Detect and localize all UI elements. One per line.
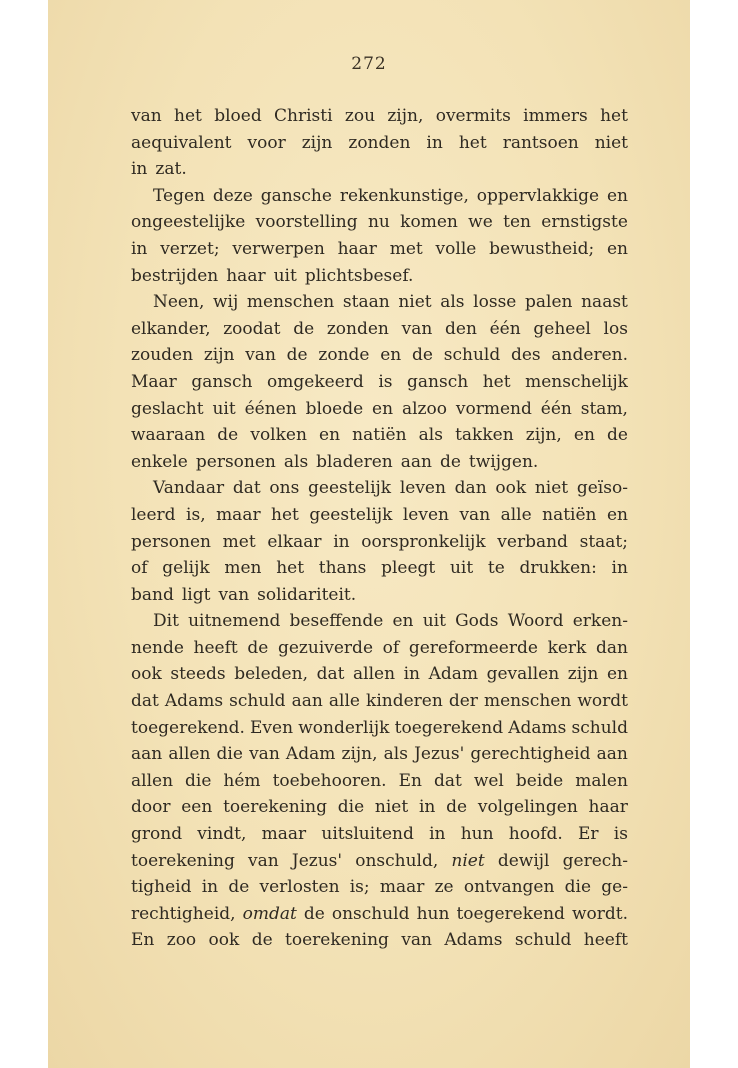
word: personen (195, 451, 276, 472)
word: menschen (483, 691, 572, 712)
word: zou (344, 106, 376, 126)
word: aan (596, 744, 628, 765)
word: het (458, 132, 487, 153)
word: solidariteit. (257, 584, 357, 605)
text-line (131, 396, 628, 423)
word: immers (523, 106, 588, 126)
word: nu (367, 212, 390, 233)
word: takken (455, 425, 514, 446)
word: het (482, 371, 511, 392)
word: gansch (407, 371, 469, 392)
word: omgekeerd (267, 371, 364, 392)
word: heeft (193, 637, 238, 658)
word: leven (402, 504, 449, 525)
word: zonden (348, 132, 411, 153)
word: kerk (547, 637, 587, 658)
word: kinderen (366, 691, 443, 712)
word: uitnemend (188, 611, 281, 632)
word: ze (434, 877, 454, 898)
word: niet (398, 292, 432, 313)
word: Maar (131, 371, 177, 392)
text-line (131, 236, 628, 263)
word: wordt (577, 691, 628, 712)
word: het (174, 106, 202, 126)
word: bewustheid; (489, 238, 595, 259)
word: zijn (301, 132, 333, 153)
word: de (251, 930, 273, 951)
body-text (131, 103, 628, 954)
word: van (245, 345, 276, 366)
word: zouden (131, 345, 194, 366)
word: geestelijk (309, 504, 393, 525)
word: van (248, 850, 279, 871)
word: wonderlijk (298, 717, 390, 738)
word: schuld (571, 717, 628, 738)
text-line (131, 608, 628, 635)
word: menschen (246, 292, 335, 313)
word: natiën (352, 425, 407, 446)
word: menschelijk (525, 371, 628, 392)
word: waaraan (131, 425, 206, 446)
word: zijn, (341, 744, 378, 765)
text-line (131, 422, 628, 449)
word: gerechtigheid (470, 744, 591, 765)
word: niet (534, 478, 569, 499)
word: Er (578, 824, 599, 845)
word: gansch (191, 371, 253, 392)
word: Vandaar (153, 478, 225, 499)
word: alle (328, 691, 360, 712)
word: des (510, 345, 541, 366)
word: in (418, 797, 436, 818)
word: gansche (260, 185, 332, 206)
word: haar (226, 265, 266, 286)
word: ook (495, 478, 527, 499)
word: enkele (131, 451, 188, 472)
word: door (131, 797, 171, 818)
word: volgelingen (477, 797, 578, 818)
word: schuld (514, 930, 572, 951)
text-line (131, 342, 628, 369)
word: allen (353, 664, 396, 685)
word: ons (269, 478, 300, 499)
word: de (412, 345, 433, 366)
word: malen (575, 770, 628, 791)
text-line (131, 768, 628, 795)
word: en (392, 611, 414, 632)
word: de (446, 797, 468, 818)
word: allen (131, 770, 174, 791)
word: bloede (305, 398, 364, 419)
word: leven (399, 478, 446, 499)
word: ontvangen (463, 877, 555, 898)
text-line (131, 130, 628, 157)
word: het (600, 106, 628, 126)
text-line (131, 927, 628, 954)
word: bloed (214, 106, 262, 126)
word: oppervlakkige (476, 185, 600, 206)
word: één (489, 318, 521, 339)
word: overmits (435, 106, 511, 126)
word: tigheid (131, 877, 192, 898)
word: onschuld, (355, 850, 439, 871)
word: plichtsbesef. (304, 265, 414, 286)
word: gerech- (562, 850, 628, 871)
word: als (440, 292, 465, 313)
word: het (276, 558, 305, 579)
word: bestrijden (131, 265, 219, 286)
word: gereformeerde (408, 637, 538, 658)
word: geheel (533, 318, 591, 339)
word: voorstelling (255, 212, 358, 233)
word: uit (422, 611, 446, 632)
word: verband (497, 531, 568, 552)
word: uit (273, 265, 297, 286)
word: vormend (455, 398, 532, 419)
word: uit (212, 398, 236, 419)
word: de (607, 425, 628, 446)
word: het (271, 504, 299, 525)
word: anderen. (551, 345, 628, 366)
text-line (131, 715, 628, 742)
text-line (131, 848, 628, 875)
word: één (540, 398, 572, 419)
word: band (131, 584, 174, 605)
word: zijn (567, 664, 599, 685)
word: rechtigheid, (131, 903, 236, 924)
word: die (185, 770, 212, 791)
word: in (131, 159, 148, 180)
word: die (216, 744, 243, 765)
word: volle (435, 238, 477, 259)
word: de (217, 425, 239, 446)
word: Dit (153, 611, 179, 632)
word: een (181, 797, 213, 818)
text-line (131, 209, 628, 236)
word: nende (131, 637, 184, 658)
word: de (293, 318, 315, 339)
word: aan (291, 691, 323, 712)
word: den (445, 318, 477, 339)
word: dat (131, 691, 159, 712)
word: uit (449, 558, 474, 579)
word: Jezus' (414, 744, 465, 765)
word: en (606, 504, 628, 525)
text-line (131, 794, 628, 821)
word: haar (337, 238, 377, 259)
text-line (131, 183, 628, 210)
word: Adam (428, 664, 478, 685)
word: men (224, 558, 262, 579)
word: hém (223, 770, 261, 791)
word: zonden (326, 318, 389, 339)
word: Even (250, 717, 294, 738)
word: geslacht (131, 398, 204, 419)
text-line (131, 821, 628, 848)
word: Tegen (153, 185, 205, 206)
word: dan (596, 637, 628, 658)
word: is (378, 371, 393, 392)
word: toerekening (131, 850, 235, 871)
word: allen (168, 744, 211, 765)
page-number: 272 (351, 54, 387, 74)
word: in (426, 132, 443, 153)
word: palen (525, 292, 573, 313)
word: zoo (166, 930, 197, 951)
word: in (131, 238, 148, 259)
word: niet (594, 132, 628, 153)
word: grond (131, 824, 183, 845)
word: in (429, 824, 446, 845)
word: Adams (508, 717, 567, 738)
word: van (218, 584, 250, 605)
word: natiën (542, 504, 597, 525)
word: de (439, 451, 461, 472)
word: gevallen (486, 664, 560, 685)
word: de (247, 637, 269, 658)
word: hoofd. (508, 824, 563, 845)
word: als (283, 451, 309, 472)
text-line (131, 901, 628, 928)
word: En (131, 930, 155, 951)
word: zijn, (387, 106, 424, 126)
word: toegerekend. (131, 717, 245, 738)
word: volken (250, 425, 307, 446)
word: En (398, 770, 422, 791)
word: of (382, 637, 400, 658)
word: schuld (443, 345, 501, 366)
word: is; (349, 877, 370, 898)
word: als (418, 425, 443, 446)
word: we (468, 212, 493, 233)
word: verwerpen (232, 238, 325, 259)
word: van (459, 504, 491, 525)
word: hun (416, 903, 450, 924)
word: van (401, 318, 433, 339)
word: dan (454, 478, 487, 499)
word: ge- (601, 877, 628, 898)
word: komen (400, 212, 458, 233)
word: dat (316, 664, 345, 685)
word: zijn, (525, 425, 562, 446)
word: dewijl (497, 850, 550, 871)
word: is (613, 824, 628, 845)
word: onschuld (331, 903, 410, 924)
word: heeft (583, 930, 628, 951)
word: toegerekend (394, 717, 504, 738)
word: en (380, 345, 402, 366)
word: elkander, (131, 318, 211, 339)
word: uitsluitend (321, 824, 414, 845)
word: staat; (579, 531, 628, 552)
word: toerekening (285, 930, 389, 951)
word: gelijk (162, 558, 210, 579)
word: geïso- (576, 478, 628, 499)
word: Gods (455, 611, 499, 632)
word: en (372, 398, 394, 419)
word: aan (400, 451, 432, 472)
word: zonde (318, 345, 370, 366)
word: die (564, 877, 592, 898)
word: vindt, (197, 824, 247, 845)
word: twijgen. (468, 451, 539, 472)
word: Adams (444, 930, 503, 951)
word: beleden, (234, 664, 308, 685)
word: en (319, 425, 341, 446)
word: erken- (572, 611, 628, 632)
word: Woord (507, 611, 564, 632)
word: verlosten (259, 877, 340, 898)
text-line (131, 156, 628, 183)
word: hun (460, 824, 494, 845)
word: met (389, 238, 423, 259)
word: wel (473, 770, 504, 791)
word: en (573, 425, 595, 446)
book-page (48, 0, 690, 1068)
word: Christi (274, 106, 333, 126)
word: zoodat (223, 318, 281, 339)
text-line (131, 502, 628, 529)
text-line (131, 316, 628, 343)
word: Adams (164, 691, 224, 712)
word: de (303, 903, 325, 924)
word: en (606, 664, 628, 685)
text-line (131, 688, 628, 715)
word: ernstigste (541, 212, 628, 233)
text-line (131, 661, 628, 688)
word: schuld (229, 691, 286, 712)
word: omdat (242, 903, 297, 924)
word: wordt. (571, 903, 628, 924)
text-line (131, 741, 628, 768)
word: steeds (170, 664, 226, 685)
text-line (131, 369, 628, 396)
word: alle (500, 504, 532, 525)
word: elkaar (267, 531, 322, 552)
word: losse (473, 292, 517, 313)
word: pleegt (381, 558, 436, 579)
word: met (222, 531, 256, 552)
word: in (333, 531, 350, 552)
word: of (131, 558, 148, 579)
text-line (131, 289, 628, 316)
word: Adam (285, 744, 336, 765)
word: verzet; (160, 238, 220, 259)
text-line (131, 582, 628, 609)
word: Neen, (153, 292, 205, 313)
word: leerd (131, 504, 176, 525)
word: haar (588, 797, 628, 818)
word: ten (503, 212, 531, 233)
word: maar (379, 877, 425, 898)
word: van (249, 744, 280, 765)
text-line (131, 475, 628, 502)
word: drukken: (519, 558, 597, 579)
word: personen (131, 531, 211, 552)
word: aan (131, 744, 163, 765)
text-line (131, 103, 628, 130)
text-line (131, 263, 628, 290)
word: niet (374, 797, 409, 818)
word: ligt (181, 584, 211, 605)
text-line (131, 449, 628, 476)
word: stam, (580, 398, 628, 419)
word: maar (261, 824, 307, 845)
word: zat. (155, 159, 187, 180)
word: van (401, 930, 433, 951)
word: geestelijk (308, 478, 392, 499)
text-line (131, 555, 628, 582)
text-line (131, 635, 628, 662)
word: toebehooren. (272, 770, 387, 791)
word: zijn (203, 345, 235, 366)
word: staan (342, 292, 390, 313)
word: naast (581, 292, 628, 313)
word: ook (131, 664, 162, 685)
text-line (131, 874, 628, 901)
word: in (403, 664, 420, 685)
word: der (448, 691, 478, 712)
word: ongeestelijke (131, 212, 246, 233)
word: beseffende (289, 611, 384, 632)
word: bladeren (316, 451, 393, 472)
word: van (131, 106, 162, 126)
word: die (337, 797, 365, 818)
word: voor (247, 132, 286, 153)
word: rantsoen (502, 132, 579, 153)
word: ook (208, 930, 240, 951)
word: los (603, 318, 628, 339)
word: niet (451, 850, 485, 871)
word: en (606, 185, 628, 206)
word: oorspronkelijk (361, 531, 486, 552)
word: rekenkunstige, (339, 185, 469, 206)
word: toerekening (223, 797, 327, 818)
word: thans (318, 558, 367, 579)
word: de (228, 877, 250, 898)
word: alzoo (401, 398, 447, 419)
word: in (611, 558, 628, 579)
word: als (383, 744, 408, 765)
word: gezuiverde (277, 637, 374, 658)
text-line (131, 529, 628, 556)
word: wij (213, 292, 239, 313)
word: beide (515, 770, 564, 791)
word: de (286, 345, 308, 366)
word: en (606, 238, 628, 259)
word: in (201, 877, 219, 898)
word: dat (433, 770, 462, 791)
word: is, (186, 504, 206, 525)
word: aequivalent (131, 132, 232, 153)
word: éénen (244, 398, 297, 419)
word: Jezus' (291, 850, 343, 871)
word: dat (232, 478, 261, 499)
word: te (487, 558, 505, 579)
word: deze (212, 185, 253, 206)
word: maar (216, 504, 261, 525)
word: toegerekend (456, 903, 565, 924)
